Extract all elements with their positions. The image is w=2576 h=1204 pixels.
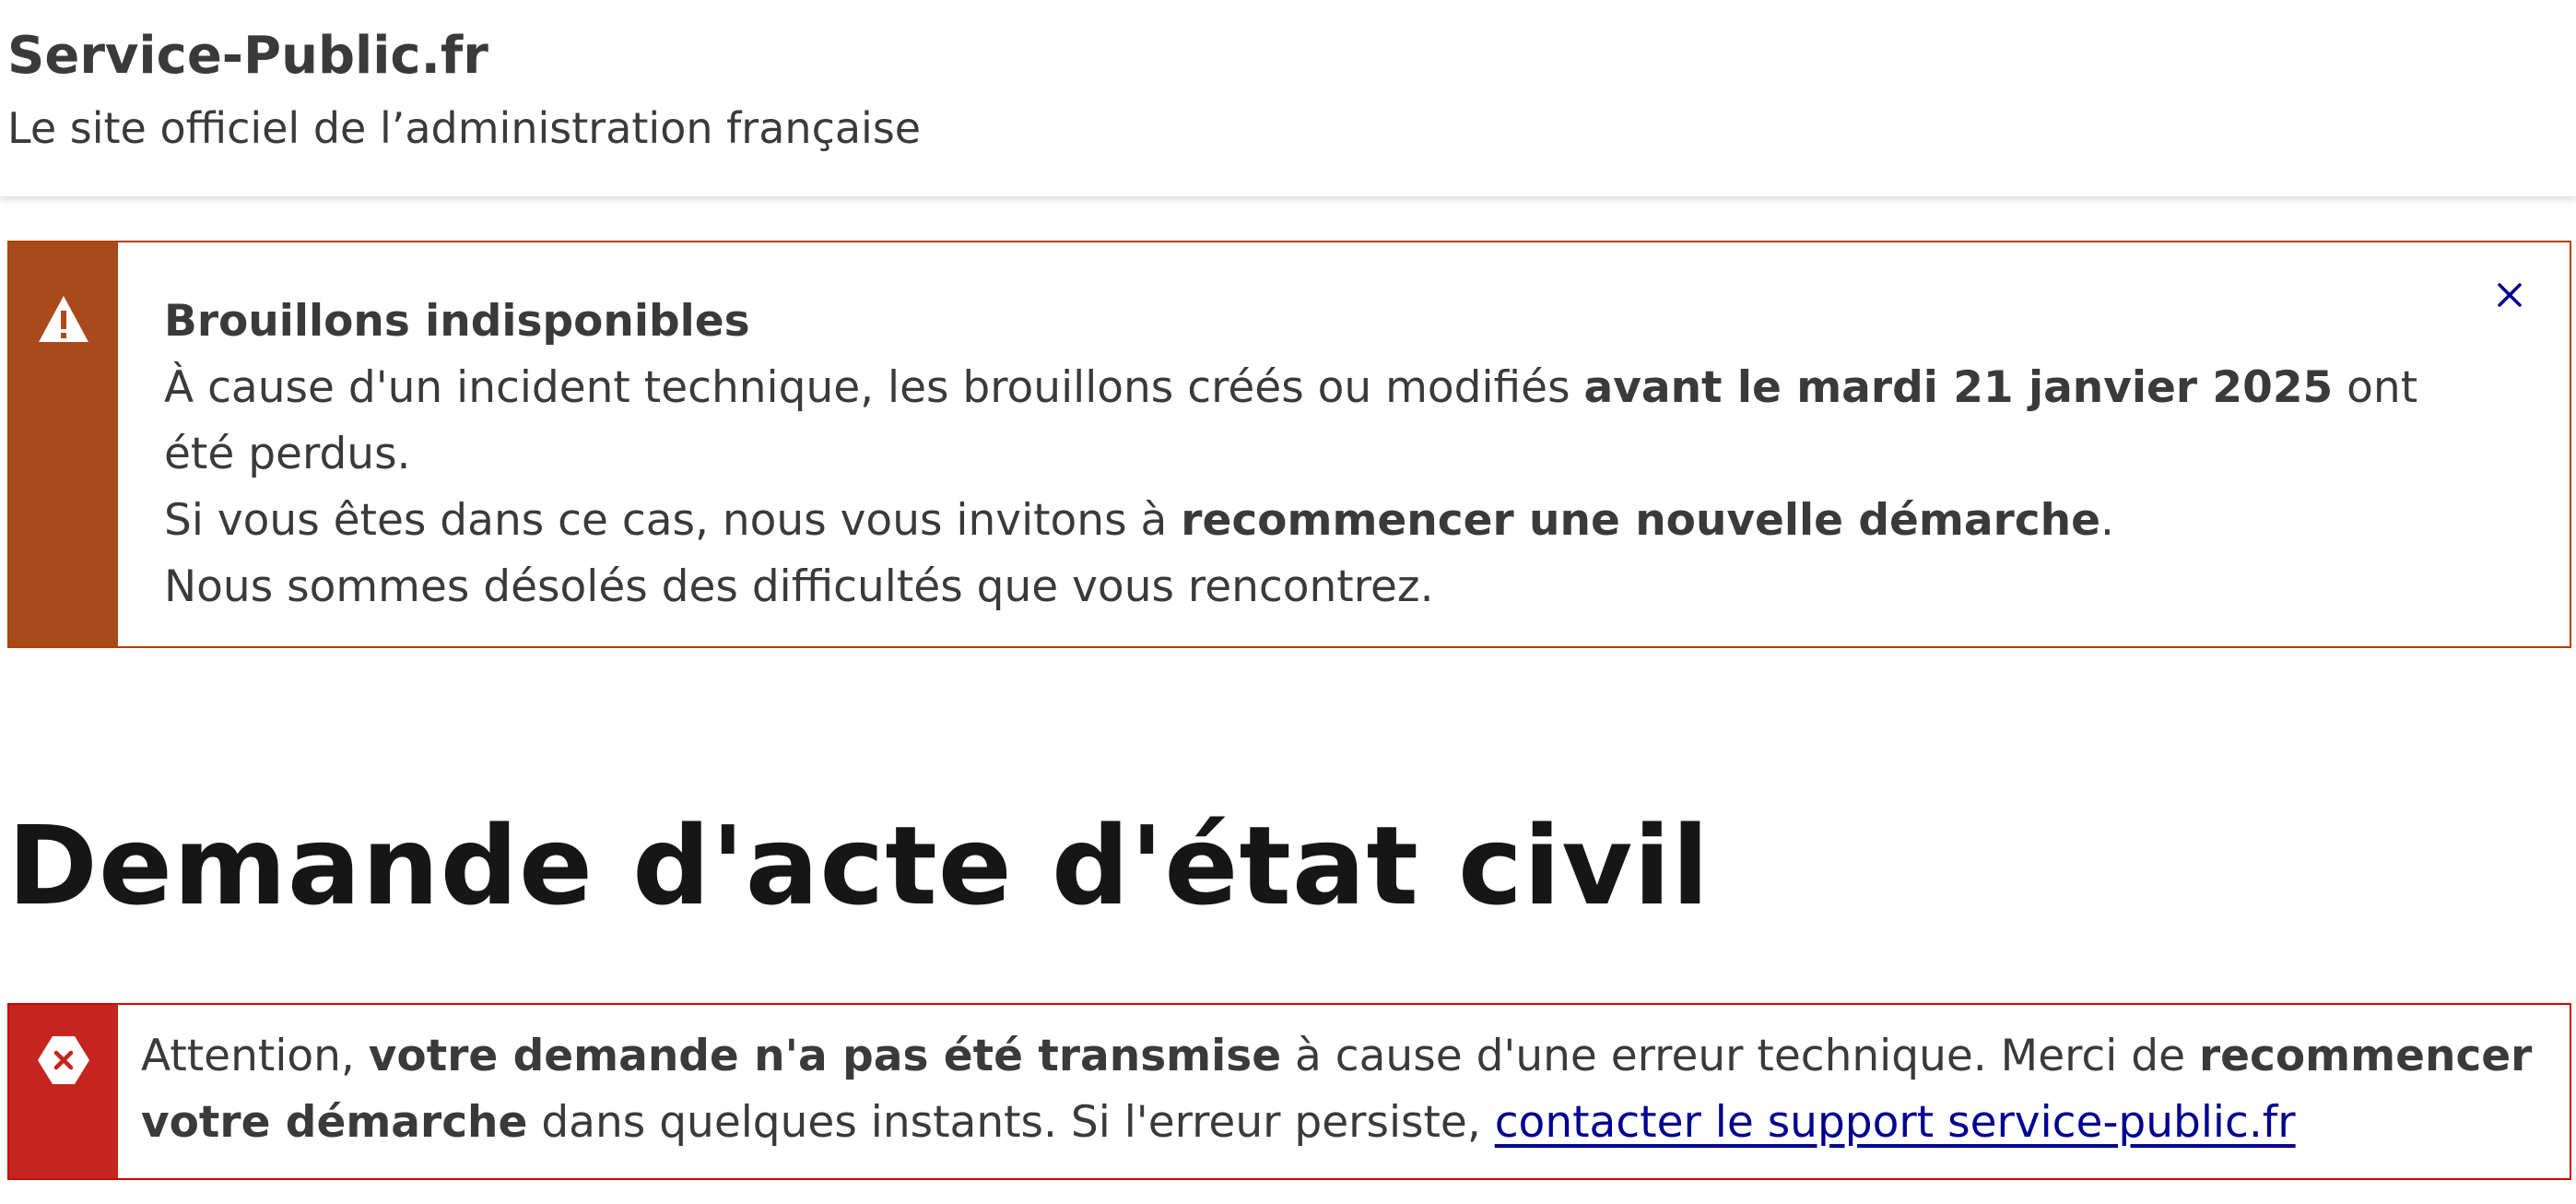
alert-text: dans quelques instants. Si l'erreur persiste, [527, 1097, 1495, 1148]
alert-text: À cause d'un incident technique, les brouillons créés ou modifiés [164, 362, 1584, 413]
alert-line-2 [164, 488, 2431, 554]
site-header [0, 0, 2576, 197]
warning-triangle-icon [36, 292, 91, 348]
alert-emphasis: votre demande n'a pas été transmise [368, 1031, 1282, 1081]
alert-error-content [141, 1023, 2537, 1156]
close-icon [2496, 281, 2523, 309]
alert-warning-content [164, 289, 2431, 620]
drafts-unavailable-alert [7, 241, 2571, 648]
alert-text: . [2100, 495, 2114, 546]
page-title: Demande d'acte d'état civil [7, 802, 1711, 929]
alert-title: Brouillons indisponibles [164, 296, 750, 347]
error-close-icon [36, 1033, 91, 1088]
alert-error-bar [9, 1005, 118, 1178]
alert-emphasis: recommencer votre démarche [141, 1031, 2533, 1148]
alert-text: Si vous êtes dans ce cas, nous vous invitons à [164, 495, 1182, 546]
contact-support-link[interactable]: contacter le support service-public.fr [1494, 1097, 2296, 1148]
alert-text: à cause d'une erreur technique. Merci de [1281, 1031, 2199, 1081]
alert-action-emphasis: recommencer une nouvelle démarche [1181, 495, 2100, 546]
alert-date-emphasis: avant le mardi 21 janvier 2025 [1583, 362, 2334, 413]
request-error-alert [7, 1003, 2571, 1180]
site-tagline: Le site officiel de l’administration française [7, 103, 922, 153]
site-name[interactable]: Service-Public.fr [7, 26, 488, 86]
alert-text: ont été perdus. [164, 362, 2418, 479]
close-alert-button[interactable] [2487, 272, 2533, 318]
alert-line-1 [164, 355, 2431, 488]
alert-text: Attention, [141, 1031, 369, 1081]
alert-warning-bar [9, 242, 118, 646]
alert-line-3: Nous sommes désolés des difficultés que vous rencontrez. [164, 561, 1434, 612]
